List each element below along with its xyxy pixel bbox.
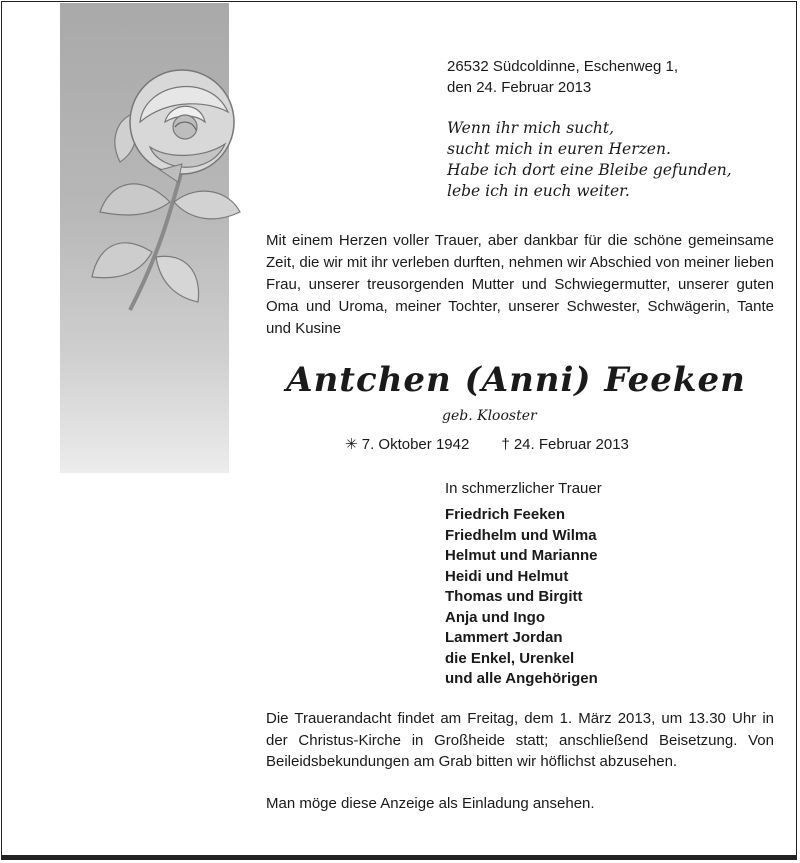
rose-illustration: [90, 52, 250, 322]
mourners-list: [445, 505, 598, 690]
death-date: † 24. Februar 2013: [501, 436, 629, 453]
deceased-name: Antchen (Anni) Feeken: [286, 360, 746, 400]
service-paragraph: Die Trauerandacht findet am Freitag, dem 1. März 2013, um 13.30 Uhr in der Christus-Kirche in Großheide statt; anschließend Beisetzung. Von Beileidsbekundungen am Grab bitten wir höflichst abzusehen.: [266, 710, 774, 770]
sender-address: 26532 Südcoldinne, Eschenweg 1,: [447, 58, 679, 75]
intro-paragraph: Mit einem Herzen voller Trauer, aber dankbar für die schöne gemeinsame Zeit, die wir mit ihr verleben durften, nehmen wir Abschied von meiner lieben Frau, unserer treusorgenden Mutter und Schwiegermutter, unserer guten Oma und Uroma, meiner Tochter, unserer Schwester, Schwägerin, Tante und Kusine: [266, 232, 774, 337]
maiden-name: geb. Klooster: [442, 408, 537, 424]
poem-line: Wenn ihr mich sucht,: [447, 119, 615, 137]
poem-line: sucht mich in euren Herzen.: [447, 140, 671, 158]
mourner-name: Thomas und Birgitt: [445, 588, 583, 605]
sender-date: den 24. Februar 2013: [447, 79, 592, 96]
bottom-rule: [2, 855, 796, 859]
mourner-name: die Enkel, Urenkel: [445, 649, 575, 667]
sender-block: [447, 56, 678, 98]
mourner-name: Lammert Jordan: [445, 629, 563, 646]
poem: [447, 118, 732, 202]
mourner-name: Heidi und Helmut: [445, 567, 569, 585]
life-dates: [345, 435, 629, 453]
closing-line: Man möge diese Anzeige als Einladung ansehen.: [266, 795, 595, 812]
mourner-name: Friedrich Feeken: [445, 506, 566, 523]
mourner-name: und alle Angehörigen: [445, 670, 598, 687]
mourner-name: Helmut und Marianne: [445, 547, 598, 564]
mourner-name: Anja und Ingo: [445, 608, 545, 626]
mourning-label: In schmerzlicher Trauer: [445, 480, 602, 497]
mourner-name: Friedhelm und Wilma: [445, 526, 597, 544]
poem-line: lebe ich in euch weiter.: [447, 182, 630, 200]
obituary-card: [1, 1, 797, 860]
poem-line: Habe ich dort eine Bleibe gefunden,: [447, 161, 732, 179]
birth-date: ✳ 7. Oktober 1942: [345, 436, 470, 453]
